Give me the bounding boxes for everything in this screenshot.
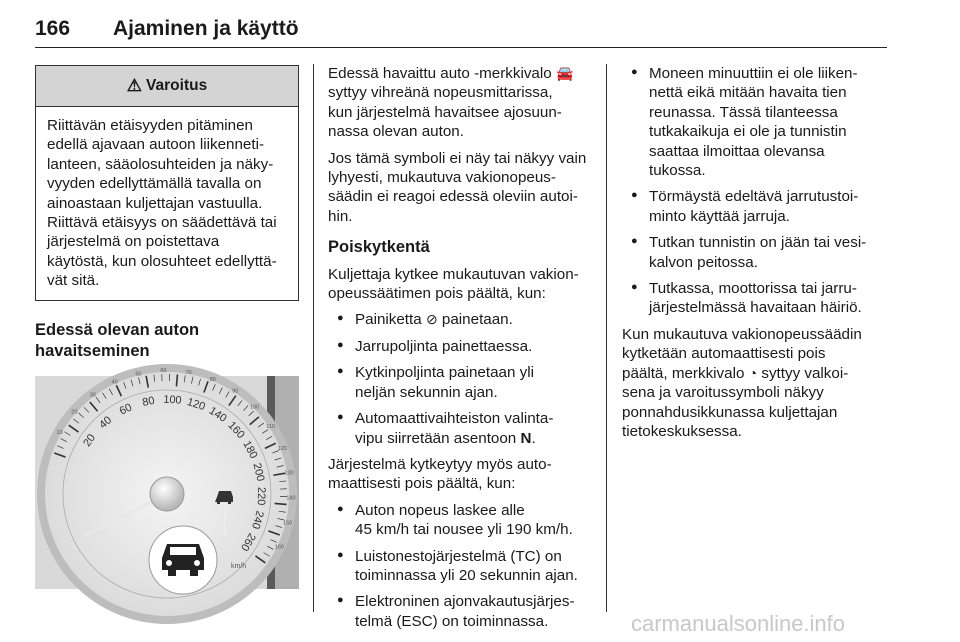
text-line: saattaa ilmoittaa olevansa bbox=[649, 142, 825, 160]
text-line: sena ja varoitussymboli näkyy bbox=[622, 384, 824, 402]
text-line: Jos tämä symboli ei näy tai näkyy vain bbox=[328, 149, 587, 167]
list-item bbox=[328, 310, 592, 329]
text-line: tukossa. bbox=[649, 162, 706, 180]
text-line: järjestelmässä havaitaan häiriö. bbox=[649, 299, 862, 317]
text-line: toiminnassa yli 20 sekunnin ajan. bbox=[355, 566, 578, 584]
text-run: päältä, merkkivalo bbox=[622, 364, 745, 382]
text-line: ● Törmäystä edeltävä jarrutustoi- bbox=[649, 188, 859, 206]
speed-label: 260 bbox=[238, 530, 258, 553]
list-item bbox=[328, 363, 592, 402]
text-line: ● Kytkinpoljinta painetaan yli bbox=[355, 364, 534, 382]
page-header bbox=[35, 8, 887, 48]
mph-label: 10 bbox=[56, 429, 63, 436]
section-heading: Poiskytkentä bbox=[328, 238, 430, 257]
warning-header bbox=[36, 66, 298, 107]
text-line: telmä (ESC) on toiminnassa. bbox=[355, 612, 549, 630]
vehicle-ahead-icon: 🚘 bbox=[555, 65, 574, 81]
paragraph bbox=[328, 265, 592, 304]
cruise-control-icon: ◔ bbox=[748, 364, 758, 381]
speed-label: 100 bbox=[162, 393, 182, 407]
text-line: 45 km/h tai nousee yli 190 km/h. bbox=[355, 521, 573, 539]
text-line: ● Jarrupoljinta painettaessa. bbox=[355, 337, 533, 355]
text-line: ● Automaattivaihteiston valinta- bbox=[355, 410, 554, 428]
text-line: syttyy vihreänä nopeusmittarissa, bbox=[328, 84, 553, 102]
warning-line: vät sitä. bbox=[47, 272, 100, 290]
text-line: ● Tutkassa, moottorissa tai jarru- bbox=[649, 280, 857, 298]
speed-label: 20 bbox=[81, 431, 99, 449]
warning-line: järjestelmä on poistettava bbox=[47, 233, 220, 251]
mph-label: 20 bbox=[71, 409, 78, 416]
text-line: nassa olevan auton. bbox=[328, 123, 464, 141]
text-run: Edessä havaittu auto -merkkivalo bbox=[328, 65, 552, 82]
list-item bbox=[328, 592, 592, 631]
text-line: hin. bbox=[328, 207, 353, 225]
text-line: maattisesti pois päältä, kun: bbox=[328, 475, 516, 493]
text-line: ● Elektroninen ajonvakautusjärjes- bbox=[355, 593, 575, 611]
dial-tick bbox=[176, 374, 177, 386]
column-left bbox=[35, 65, 299, 589]
list-item bbox=[328, 501, 592, 540]
warning-line: lanteen, sääolosuhteiden ja näky- bbox=[47, 155, 274, 173]
speed-label: 160 bbox=[225, 419, 247, 441]
warning-line: käytöstä, kun olosuhteet edellyttä- bbox=[47, 252, 277, 270]
text-line: lyhyesti, mukautuva vakionopeus- bbox=[328, 169, 556, 187]
chapter-title: Ajaminen ja käyttö bbox=[113, 17, 299, 40]
speedometer-illustration bbox=[35, 367, 299, 589]
warning-title: Varoitus bbox=[146, 77, 208, 95]
text-run: vipu siirretään asentoon bbox=[355, 429, 521, 447]
warning-line: Riittävä etäisyys on säädettävä tai bbox=[47, 214, 277, 232]
mph-label: 150 bbox=[283, 520, 293, 527]
text-line: ● Moneen minuuttiin ei ole liiken- bbox=[649, 65, 858, 82]
warning-line: Riittävän etäisyyden pitäminen bbox=[47, 117, 253, 134]
section-heading-line: Edessä olevan auton bbox=[35, 320, 200, 339]
speed-label: 140 bbox=[206, 404, 229, 425]
list-item bbox=[622, 64, 886, 180]
column-divider bbox=[606, 64, 607, 612]
unit-label: km/h bbox=[231, 562, 247, 570]
mph-label: 90 bbox=[232, 388, 239, 395]
warning-line: vyyden edellyttämällä tavalla on bbox=[47, 175, 262, 193]
text-line: ● Luistonestojärjestelmä (TC) on bbox=[355, 547, 562, 565]
mph-label: 80 bbox=[209, 376, 216, 383]
list-item bbox=[328, 337, 592, 356]
mph-label: 50 bbox=[135, 370, 142, 377]
gear-position-label: N bbox=[520, 429, 532, 447]
text-run: Painiketta bbox=[355, 311, 422, 329]
mph-label: 30 bbox=[89, 392, 97, 399]
header-rule bbox=[35, 47, 887, 48]
text-line: kytketään automaattisesti pois bbox=[622, 345, 826, 363]
warning-triangle-icon: ⚠ bbox=[126, 76, 143, 96]
list-item bbox=[328, 409, 592, 448]
paragraph bbox=[328, 455, 592, 494]
paragraph bbox=[622, 325, 886, 441]
text-line: minto käyttää jarruja. bbox=[649, 207, 790, 225]
mph-label: 60 bbox=[160, 367, 167, 374]
cruise-cancel-icon: ⊘ bbox=[425, 311, 438, 328]
text-line: ● Auton nopeus laskee alle bbox=[355, 501, 525, 519]
warning-line: edellä ajavaan autoon liikenneti- bbox=[47, 136, 265, 154]
mph-label: 70 bbox=[185, 369, 192, 376]
needle-hub bbox=[150, 477, 184, 511]
mph-label: 110 bbox=[266, 423, 275, 430]
column-middle bbox=[328, 64, 592, 638]
paragraph bbox=[328, 149, 592, 227]
warning-line: ainoastaan kuljettajan vastuulla. bbox=[47, 194, 263, 212]
text-line: Järjestelmä kytkeytyy myös auto- bbox=[328, 455, 552, 473]
column-divider bbox=[313, 64, 314, 612]
text-line: neljän sekunnin ajan. bbox=[355, 383, 498, 401]
text-line: kalvon peitossa. bbox=[649, 253, 758, 271]
text-run: painetaan. bbox=[441, 311, 513, 329]
list-item bbox=[622, 187, 886, 226]
mph-label: 100 bbox=[250, 403, 260, 410]
text-line: ● Tutkan tunnistin on jään tai vesi- bbox=[649, 234, 867, 252]
speed-label: 180 bbox=[240, 438, 260, 461]
speed-label: 200 bbox=[250, 461, 267, 483]
speed-label: 240 bbox=[249, 508, 266, 530]
mph-label: 160 bbox=[274, 544, 284, 551]
text-run: syttyy valkoi- bbox=[761, 364, 849, 382]
list-item bbox=[622, 279, 886, 318]
text-line: säädin ei reagoi edessä oleviin autoi- bbox=[328, 188, 578, 206]
section-heading bbox=[35, 320, 299, 362]
speed-label: 220 bbox=[254, 486, 268, 506]
watermark: carmanualsonline.info bbox=[631, 611, 846, 636]
text-line: tutkakaikuja ei ole ja tunnistin bbox=[649, 123, 847, 141]
list-item bbox=[328, 547, 592, 586]
text-run: . bbox=[531, 429, 536, 447]
speed-label: 60 bbox=[117, 401, 134, 418]
text-line: Kuljettaja kytkee mukautuvan vakion- bbox=[328, 265, 579, 283]
mph-label: 130 bbox=[284, 470, 294, 477]
speed-label: 40 bbox=[97, 413, 115, 431]
speed-label: 80 bbox=[141, 394, 156, 409]
column-right bbox=[622, 64, 886, 448]
warning-body bbox=[36, 107, 298, 300]
list-item bbox=[622, 233, 886, 272]
mph-label: 120 bbox=[277, 445, 287, 452]
text-line: ponnahdusikkunassa kuljettajan bbox=[622, 403, 838, 421]
speed-label: 120 bbox=[185, 395, 207, 413]
section-heading-line: havaitseminen bbox=[35, 341, 150, 360]
mph-label: 140 bbox=[286, 495, 296, 502]
dial-tick bbox=[275, 503, 287, 504]
warning-box bbox=[35, 65, 299, 301]
text-line: opeussäätimen pois päältä, kun: bbox=[328, 285, 546, 303]
text-line: tietokeskuksessa. bbox=[622, 422, 742, 440]
text-line: nettä eikä mitään havaita tien bbox=[649, 84, 847, 102]
text-line: reunassa. Tässä tilanteessa bbox=[649, 103, 838, 121]
page-number: 166 bbox=[35, 17, 71, 40]
mph-label: 40 bbox=[111, 379, 118, 386]
text-line: kun järjestelmä havaitsee ajosuun- bbox=[328, 103, 562, 121]
speedometer-figure bbox=[35, 367, 299, 589]
paragraph bbox=[328, 64, 592, 142]
text-line: Kun mukautuva vakionopeussäädin bbox=[622, 325, 862, 343]
